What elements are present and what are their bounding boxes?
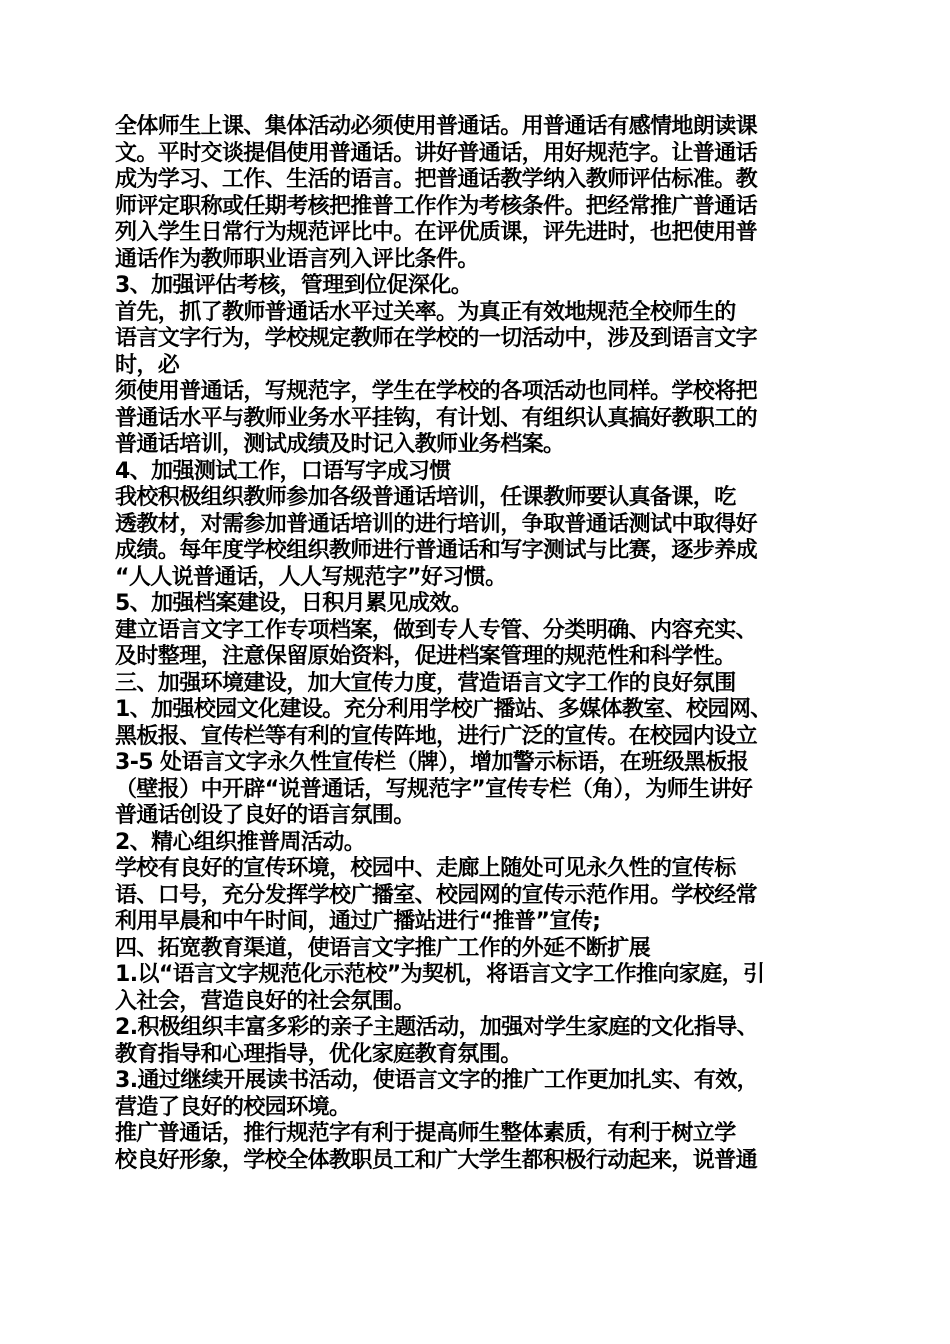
text-line: 透教材，对需参加普通话培训的进行培训，争取普通话测试中取得好 (115, 511, 758, 537)
text-line: 入社会，营造良好的社会氛围。 (115, 988, 415, 1014)
text-line: 普通话创设了良好的语言氛围。 (115, 803, 415, 828)
text-line: 黑板报、宣传栏等有利的宣传阵地，进行广泛的宣传。在校园内设立 (115, 723, 758, 749)
text-line: 师评定职称或任期考核把推普工作作为考核条件。把经常推广普通话 (115, 193, 758, 219)
text-line: 2、精心组织推普周活动。 (115, 829, 366, 855)
text-line: 三、加强环境建设，加大宣传力度，营造语言文字工作的良好氛围 (115, 670, 736, 696)
text-line: 四、拓宽教育渠道，使语言文字推广工作的外延不断扩展 (115, 935, 651, 961)
text-line: 时，必 (115, 352, 180, 378)
text-line: 通话作为教师职业语言列入评比条件。 (115, 246, 479, 272)
text-line: 5、加强档案建设，日积月累见成效。 (115, 591, 473, 616)
text-line: 3、加强评估考核，管理到位促深化。 (115, 273, 473, 298)
text-line: （壁报）中开辟“说普通话，写规范字”宣传专栏（角），为师生讲好 (115, 776, 753, 802)
text-line: 我校积极组织教师参加各级普通话培训，任课教师要认真备课，吃 (115, 485, 736, 510)
text-line: 营造了良好的校园环境。 (115, 1094, 351, 1120)
text-line: 语、口号，充分发挥学校广播室、校园网的宣传示范作用。学校经常 (115, 882, 758, 908)
text-line: 利用早晨和中午时间，通过广播站进行“推普”宣传; (115, 909, 601, 934)
text-line: 首先，抓了教师普通话水平过关率。为真正有效地规范全校师生的 (115, 299, 736, 325)
text-line: 成为学习、工作、生活的语言。把普通话教学纳入教师评估标准。教 (115, 167, 758, 192)
text-line: 教育指导和心理指导，优化家庭教育氛围。 (115, 1041, 522, 1067)
text-line: 2.积极组织丰富多彩的亲子主题活动，加强对学生家庭的文化指导、 (115, 1015, 759, 1040)
text-line: 及时整理，注意保留原始资料，促进档案管理的规范性和科学性。 (115, 644, 736, 669)
text-line: 4、加强测试工作，口语写字成习惯 (115, 458, 451, 484)
text-line: 成绩。每年度学校组织教师进行普通话和写字测试与比赛，逐步养成 (115, 538, 758, 563)
text-line: 3.通过继续开展读书活动，使语言文字的推广工作更加扎实、有效， (115, 1068, 759, 1093)
text-line: 3-5 处语言文字永久性宣传栏（牌），增加警示标语，在班级黑板报 (115, 750, 749, 775)
text-line: 1、加强校园文化建设。充分利用学校广播站、多媒体教室、校园网、 (115, 697, 772, 722)
text-line: 学校有良好的宣传环境，校园中、走廊上随处可见永久性的宣传标 (115, 856, 736, 881)
text-line: 语言文字行为，学校规定教师在学校的一切活动中，涉及到语言文字 (115, 326, 758, 351)
text-line: 1.以“语言文字规范化示范校”为契机，将语言文字工作推向家庭，引 (115, 962, 765, 987)
text-line: “人人说普通话，人人写规范字”好习惯。 (115, 564, 507, 590)
text-line: 文。平时交谈提倡使用普通话。讲好普通话，用好规范字。让普通话 (115, 140, 758, 166)
text-line: 推广普通话，推行规范字有利于提高师生整体素质，有利于树立学 (115, 1121, 736, 1146)
text-line: 普通话水平与教师业务水平挂钩，有计划、有组织认真搞好教职工的 (115, 405, 758, 431)
text-line: 普通话培训，测试成绩及时记入教师业务档案。 (115, 432, 565, 457)
document-body (115, 114, 845, 1174)
text-line: 列入学生日常行为规范评比中。在评优质课，评先进时，也把使用普 (115, 220, 758, 245)
text-line: 须使用普通话，写规范字，学生在学校的各项活动也同样。学校将把 (115, 379, 758, 404)
text-line: 全体师生上课、集体活动必须使用普通话。用普通话有感情地朗读课 (115, 114, 758, 139)
text-line: 建立语言文字工作专项档案，做到专人专管、分类明确、内容充实、 (115, 617, 758, 643)
text-line: 校良好形象，学校全体教职员工和广大学生都积极行动起来，说普通 (115, 1147, 758, 1173)
